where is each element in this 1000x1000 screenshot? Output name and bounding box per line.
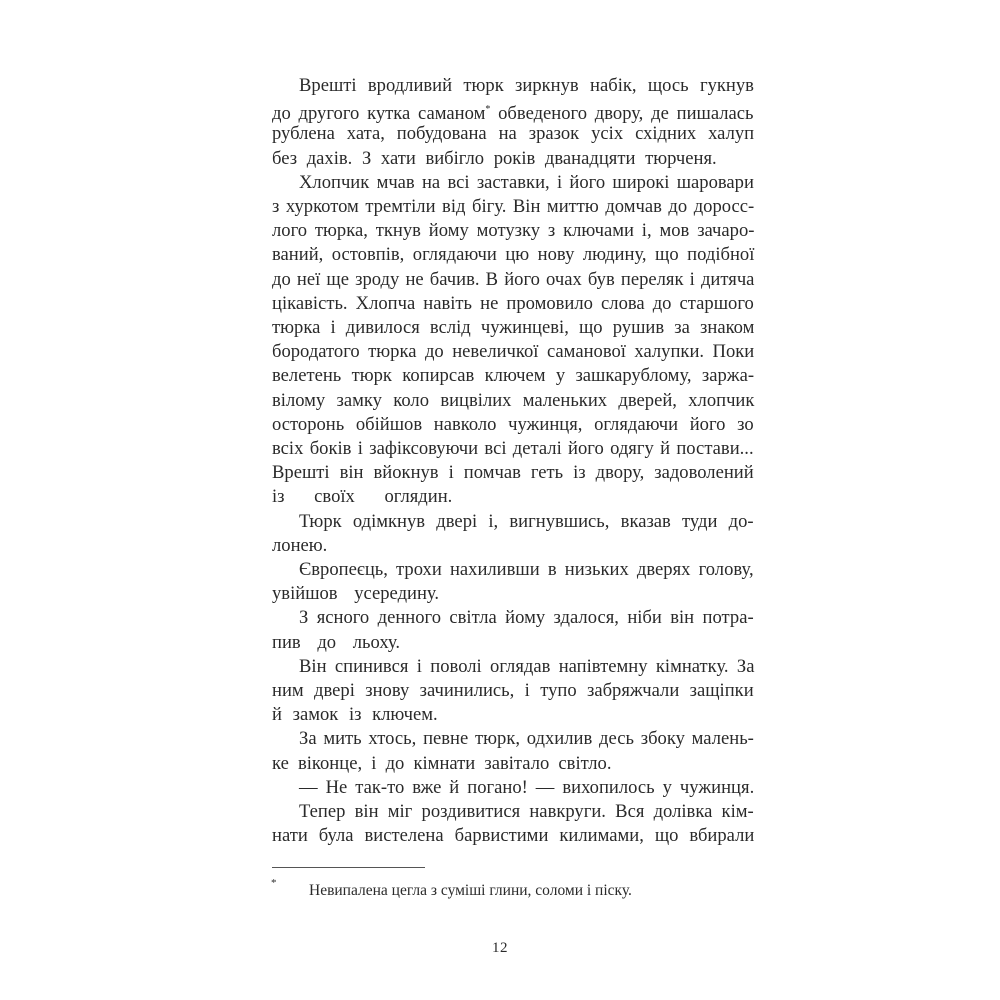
text-line: всіх боків і зафіксовуючи всі деталі його одягу й постави... <box>272 438 754 459</box>
text-line: — Не так-то вже й погано! — вихопилось у чужинця. <box>299 776 755 798</box>
text-line: з хуркотом тремтіли від бігу. Він миттю домчав до доросс- <box>272 196 755 217</box>
text-line: рублена хата, побудована на зразок усіх східних халуп <box>272 123 755 145</box>
text-line: вілому замку коло вицвілих маленьких дверей, хлопчик <box>272 389 755 411</box>
text-line: Врешті вродливий тюрк зиркнув набік, щось гукнув <box>299 75 754 96</box>
text-line: ке віконце, і до кімнати завітало світло. <box>272 752 612 774</box>
text-line: З ясного денного світла йому здалося, ніби він потра- <box>299 607 754 629</box>
text-line: цікавість. Хлопча навіть не промовило слова до старшого <box>272 292 754 314</box>
footnote-divider <box>272 867 425 868</box>
text-line: Хлопчик мчав на всі заставки, і його широкі шаровари <box>299 171 754 193</box>
text-line: велетень тюрк копирсав ключем у зашкарублому, заржа- <box>272 365 755 387</box>
text-line: Він спинився і поволі оглядав напівтемну кімнатку. За <box>299 655 755 677</box>
text-line: із своїх оглядин. <box>272 486 453 508</box>
text-segment: до другого кутка саманом <box>272 103 486 125</box>
text-line: осторонь обійшов навколо чужинця, оглядаючи його зо <box>272 413 754 435</box>
footnote-reference: * <box>485 104 491 116</box>
text-line: увійшов усередину. <box>272 583 440 605</box>
text-line: без дахів. З хати вибігло років дванадцяти тюрченя. <box>272 147 717 169</box>
page-number: 12 <box>492 940 508 956</box>
text-line: За мить хтось, певне тюрк, одхилив десь збоку малень- <box>299 728 754 750</box>
text-line: лого тюрка, ткнув йому мотузку з ключами і, мов зачаро- <box>272 220 755 242</box>
footnote-mark: * <box>271 877 277 889</box>
text-line: нати була вистелена барвистими килимами, що вбирали <box>272 825 755 847</box>
text-line: ним двері знову зачинились, і тупо забряжчали защіпки <box>272 680 754 701</box>
text-line: пив до льоху. <box>272 631 400 653</box>
text-line: Тюрк одімкнув двері і, вигнувшись, вказав туди до- <box>299 510 754 532</box>
text-line: тюрка і дивилося вслід чужинцеві, що рушив за знаком <box>272 317 755 338</box>
text-line: бородатого тюрка до невеличкої саманової халупки. Поки <box>272 341 755 363</box>
text-line: лонею. <box>272 534 328 556</box>
footnote-text: Невипалена цегла з суміші глини, соломи і піску. <box>309 882 632 899</box>
text-line: Європеєць, трохи нахиливши в низьких дверях голову, <box>299 559 754 580</box>
text-line: й замок із ключем. <box>272 704 438 726</box>
text-line: Тепер він міг роздивитися навкруги. Вся долівка кім- <box>299 801 754 822</box>
text-line: ваний, остовпів, оглядаючи цю нову людину, що подібної <box>272 244 755 266</box>
text-line: до неї ще зроду не бачив. В його очах був переляк і дитяча <box>272 268 755 290</box>
text-line: Врешті він вйокнув і помчав геть із двору, задоволений <box>272 462 754 484</box>
text-segment: обведеного двору, де пишалась <box>490 103 754 125</box>
